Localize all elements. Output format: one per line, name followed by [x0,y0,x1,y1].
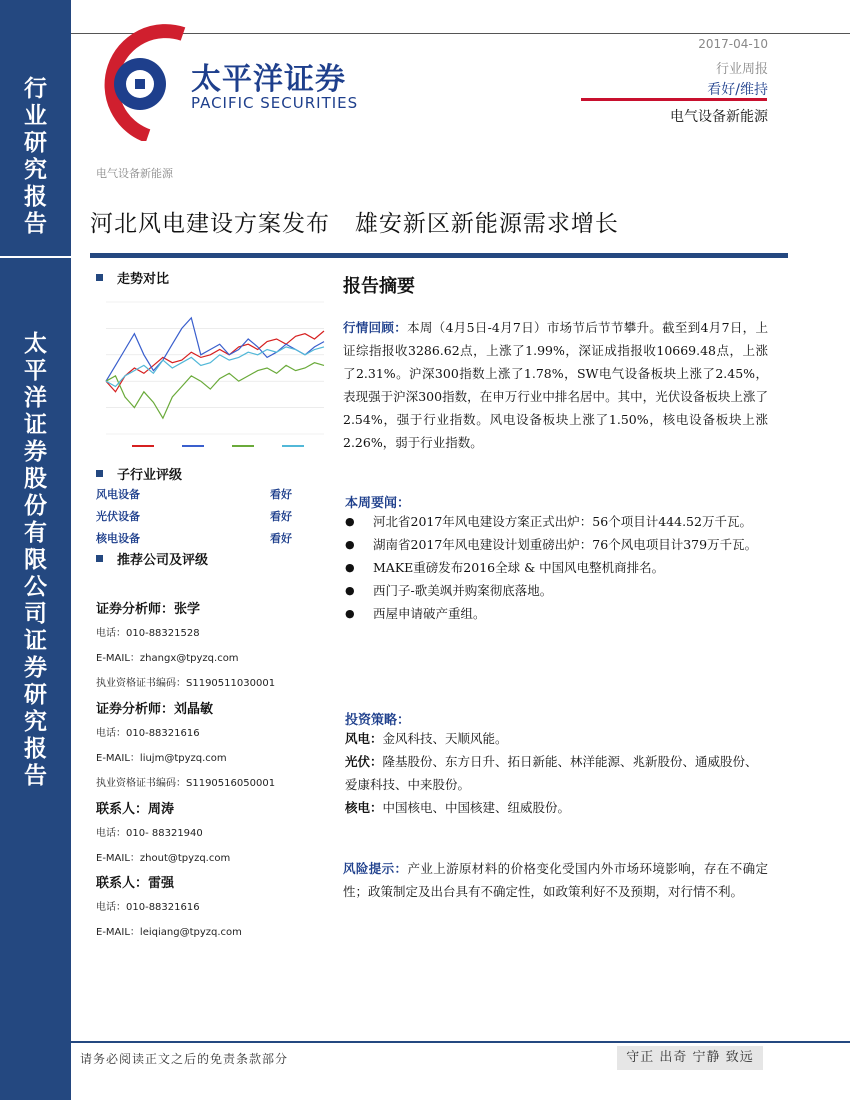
list-item: 风电设备 看好 [96,488,292,501]
recommend-heading: 推荐公司及评级 [96,549,208,568]
strategy-nuclear: 核电：中国核电、中国核建、纽威股份。 [345,800,571,815]
contact-block: 联系人：雷强 电话：010-88321616 E-MAIL：leiqiang@tpyzq.com [96,876,242,938]
logo-chinese: 太平洋证券 [191,62,346,97]
list-item: ● 湖南省2017年风电建设计划重磅出炉：76个风电项目计379万千瓦。 [345,534,765,555]
logo-english: PACIFIC SECURITIES [191,94,359,112]
rating-badge: 看好/维持 [707,82,768,98]
page-title: 河北风电建设方案发布 雄安新区新能源需求增长 [90,211,619,237]
footer-motto: 守正 出奇 宁静 致远 [617,1046,763,1070]
list-item: ● 河北省2017年风电建设方案正式出炉：56个项目计444.52万千瓦。 [345,511,765,532]
list-item: ● MAKE重磅发布2016全球 & 中国风电整机商排名。 [345,557,765,578]
series-red [106,331,324,392]
list-item: 核电设备 看好 [96,532,292,545]
risk-warning: 风险提示：产业上游原材料的价格变化受国内外市场环境影响，存在不确定性；政策制定及出台具有不确定性，如政策利好不及预期，对行情不利。 [343,861,768,899]
strategy-wind: 风电：金风科技、天顺风能。 [345,731,508,746]
sidebar-divider [0,256,71,258]
report-type: 行业周报 [715,62,768,77]
sidebar-company-label: 太 平 洋 证 券 股 份 有 限 公 司 证 券 研 究 报 告 [24,330,47,789]
sub-ratings-heading: 子行业评级 [96,464,182,483]
news-heading: 本周要闻： [345,496,411,511]
market-review: 行情回顾：本周（4月5日-4月7日）市场节后节节攀升。截至到4月7日，上证综指报收3286.62点，上涨了1.99%，深证成指报收10669.48点，上涨了2.31%。沪深300指数上涨了1.78%，SW电气设备板块上涨了2.45%，表现强于沪深300指数，在申万行业中排名居中。其中，光伏设备板块上涨了2.54%，强于行业指数。风电设备板块上涨了1.50%，核电设备板块上涨2.26%，弱于行业指数。 [343,320,768,450]
title-rule [90,253,788,258]
breadcrumb: 电气设备新能源 [96,167,173,180]
sub-ratings-list [96,486,292,552]
square-bullet-icon [96,555,103,562]
sector-label: 电气设备新能源 [670,109,768,125]
footer-rule [71,1041,850,1043]
rating-underline [581,98,767,101]
strategy-heading: 投资策略： [345,713,411,728]
contact-block: 联系人：周涛 电话：010- 88321940 E-MAIL：zhout@tpyzq.com [96,802,231,864]
trend-heading: 走势对比 [96,268,169,287]
square-bullet-icon [96,470,103,477]
series-cyan [106,347,324,387]
trend-chart [92,294,328,456]
list-item: ● 西门子-歌美飒并购案彻底落地。 [345,580,765,601]
square-bullet-icon [96,274,103,281]
list-item: 光伏设备 看好 [96,510,292,523]
footer-disclaimer: 请务必阅读正文之后的免责条款部分 [80,1052,289,1066]
series-blue [106,318,324,381]
strategy-solar: 光伏：隆基股份、东方日升、拓日新能、林洋能源、兆新股份、通威股份、爱康科技、中来股份。 [345,754,758,792]
analyst-block: 证券分析师：张学 电话：010-88321528 E-MAIL：zhangx@tpyzq.com 执业资格证书编码：S1190511030001 [96,602,276,689]
news-list [345,511,765,626]
summary-heading: 报告摘要 [343,276,415,297]
report-date: 2017-04-10 [698,37,768,51]
sidebar-report-label: 行 业 研 究 报 告 [24,75,47,237]
list-item: ● 西屋申请破产重组。 [345,603,765,624]
analyst-block: 证券分析师：刘晶敏 电话：010-88321616 E-MAIL：liujm@tpyzq.com 执业资格证书编码：S1190516050001 [96,702,276,789]
